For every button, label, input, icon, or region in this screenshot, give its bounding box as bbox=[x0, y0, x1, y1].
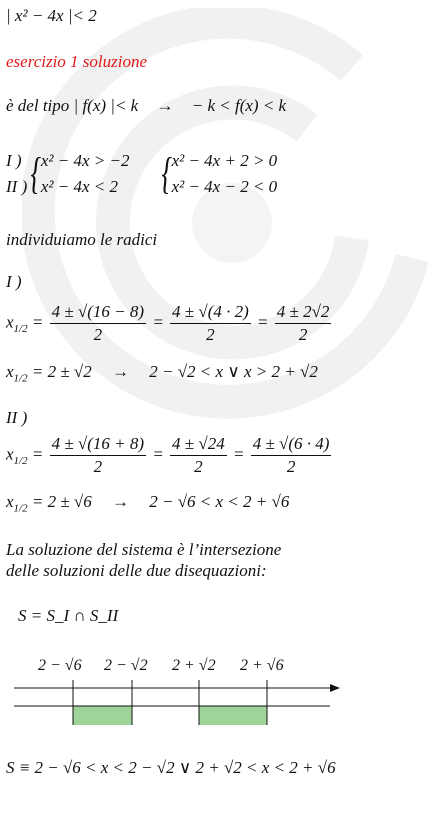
tick-label-4: 2 + √6 bbox=[240, 657, 284, 674]
tick-label-2: 2 − √2 bbox=[104, 657, 148, 674]
part2-formula: $x_{1/2}$ = $\frac{4 \pm √(16 + 8)}{2}$ = $\frac{4 \pm √24}{2}$ = $\frac{4 \pm √(6 \cdot 4)}{2}$ bbox=[6, 434, 330, 476]
system-labels: I ) II ) bbox=[6, 151, 28, 196]
roots-title: individuiamo le radici bbox=[6, 230, 158, 249]
part2-solution: $x_{1/2} = 2 \pm √6 \to 2 - √6 < x < 2 + √6$ bbox=[6, 492, 290, 515]
system-left: x² − 4x > −2 x² − 4x < 2 bbox=[40, 151, 130, 196]
conclusion-line-2: delle soluzioni delle due disequazioni: bbox=[6, 561, 267, 580]
section-title: esercizio 1 soluzione bbox=[6, 52, 148, 71]
tick-label-3: 2 + √2 bbox=[172, 657, 216, 674]
part1-formula: $x_{1/2}$ = $\frac{4 \pm √(16 - 8)}{2}$ = $\frac{4 \pm √(4 \cdot 2)}{2}$ = $\frac{4 \pm 2√2}{2}$ bbox=[6, 302, 330, 344]
inequality-system: I ) II ) { x² − 4x > −2 x² − 4x < 2 { x² − 4x + 2 > 0 x² − 4x − 2 < 0 bbox=[6, 149, 278, 198]
part1-label: I ) bbox=[6, 272, 22, 291]
set-formula: S = S_I ∩ S_II bbox=[18, 606, 119, 625]
part2-label: II ) bbox=[6, 408, 28, 427]
axis-arrow-head bbox=[330, 684, 340, 692]
solution-interval-2 bbox=[199, 706, 267, 725]
solution-interval-1 bbox=[73, 706, 132, 725]
conclusion-line-1: La soluzione del sistema è l’intersezione bbox=[6, 540, 282, 559]
part1-solution: $x_{1/2} = 2 \pm √2 \to 2 - √2 < x$ ∨ x > 2 + √2 bbox=[6, 362, 318, 385]
final-solution: S ≡ 2 − √6 < x < 2 − √2 ∨ 2 + √2 < x < 2 + √6 bbox=[6, 758, 336, 777]
tick-label-1: 2 − √6 bbox=[38, 657, 82, 674]
system-right: x² − 4x + 2 > 0 x² − 4x − 2 < 0 bbox=[171, 151, 278, 196]
problem-statement: | x² − 4x |< 2 bbox=[6, 6, 97, 25]
inequality-type: è del tipo | f(x) |< k → − k < f(x) < k bbox=[6, 96, 287, 115]
